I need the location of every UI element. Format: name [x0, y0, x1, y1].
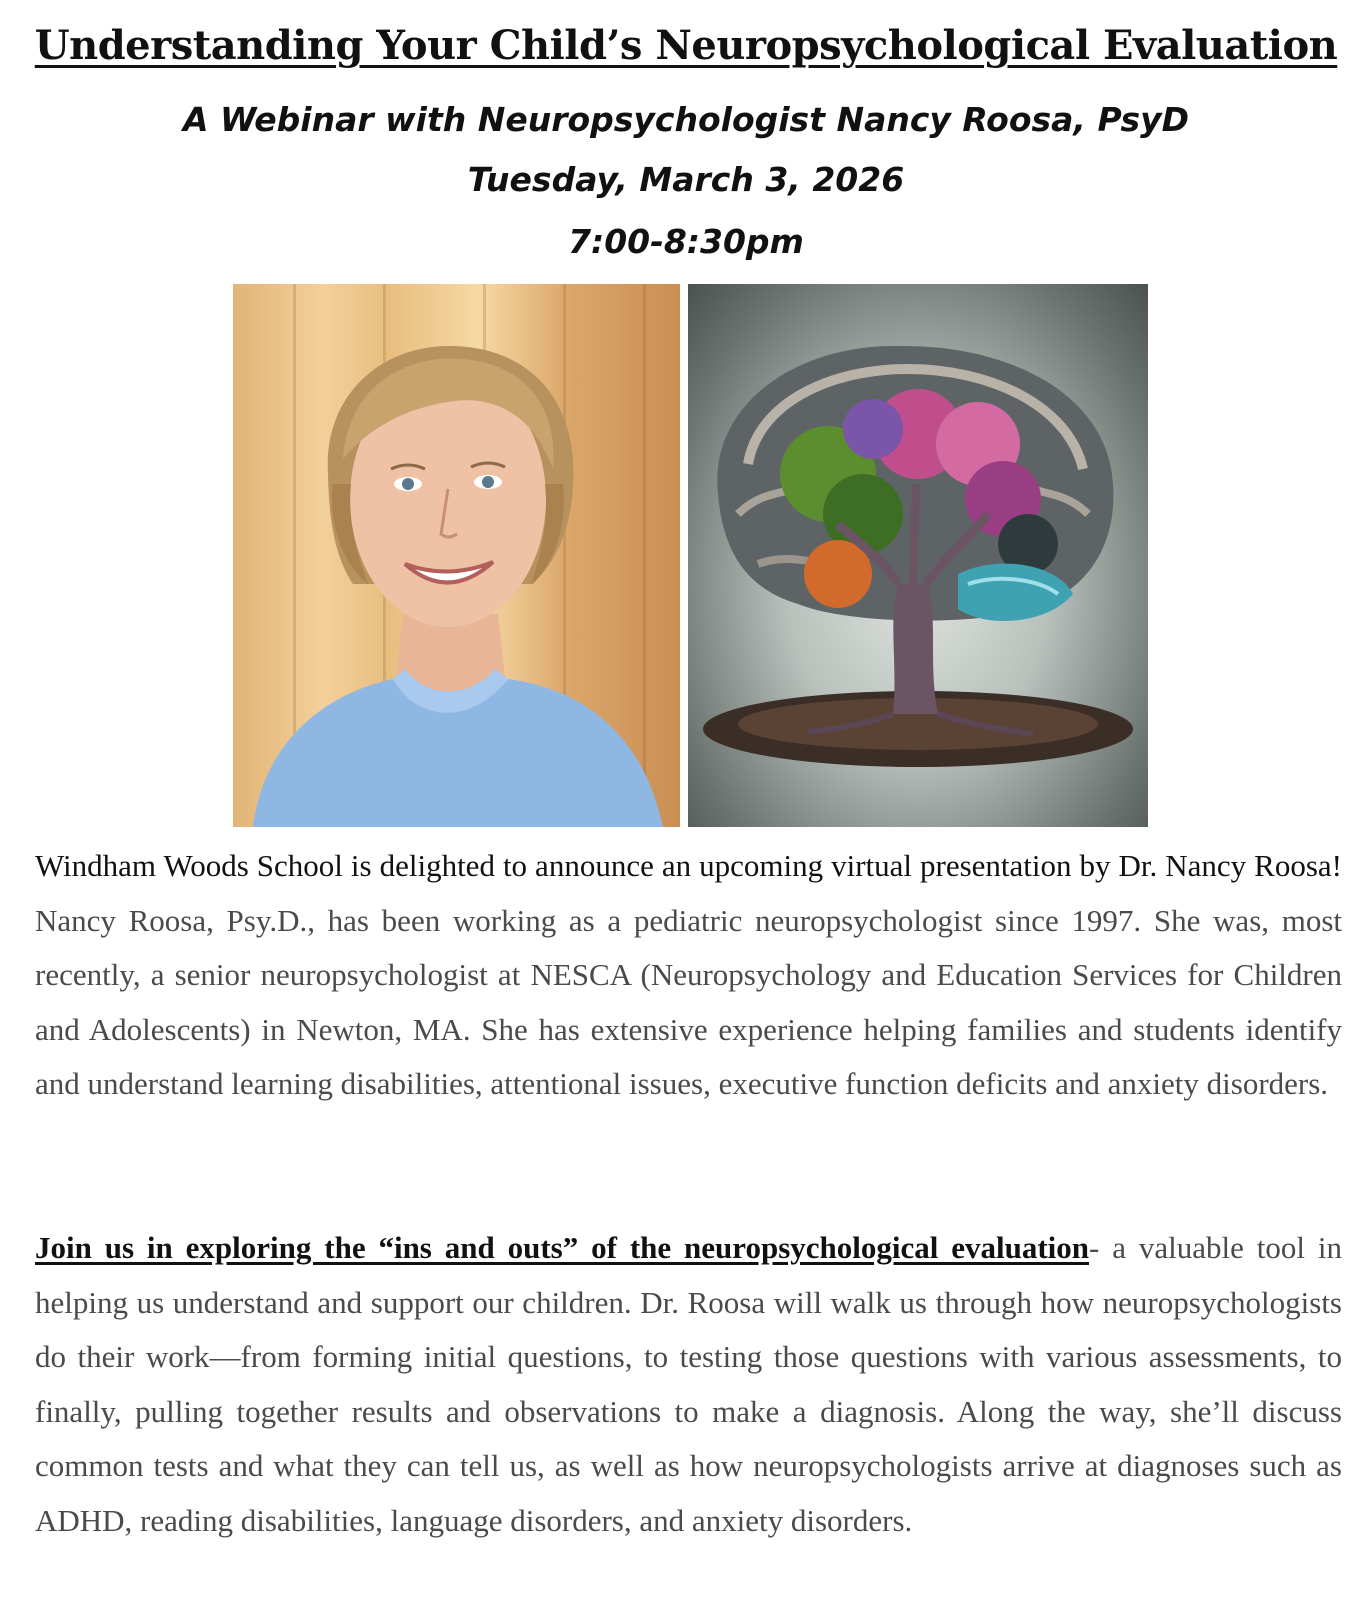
- event-time: 7:00-8:30pm: [568, 222, 804, 261]
- event-title: Understanding Your Child’s Neuropsychological Evaluation: [34, 22, 1338, 69]
- intro-paragraph: [35, 839, 1342, 1112]
- event-subtitle: A Webinar with Neuropsychologist Nancy Roosa, PsyD: [182, 100, 1190, 139]
- intro-lead: Windham Woods School is delighted to announce an upcoming virtual presentation by Dr. Nancy Roosa!: [35, 848, 1342, 883]
- details-body: - a valuable tool in helping us understand and support our children. Dr. Roosa will walk us through how neuropsychologists do their work—from forming initial questions, to testing those questions with various assessments, to finally, pulling together results and observations to make a diagnosis. Along the way, she’ll discuss common tests and what they can tell us, as well as how neuropsychologists arrive at diagnoses such as ADHD, reading disabilities, language disorders, and anxiety disorders.: [35, 1230, 1342, 1538]
- intro-body: Nancy Roosa, Psy.D., has been working as a pediatric neuropsychologist since 1997. She was, most recently, a senior neuropsychologist at NESCA (Neuropsychology and Education Services for Children and Adolescents) in Newton, MA. She has extensive experience helping families and students identify and understand learning disabilities, attentional issues, executive function deficits and anxiety disorders.: [35, 902, 1342, 1101]
- details-lead: Join us in exploring the “ins and outs” of the neuropsychological evaluation: [35, 1230, 1090, 1265]
- event-date: Tuesday, March 3, 2026: [467, 160, 905, 199]
- details-paragraph: [35, 1221, 1342, 1548]
- brain-tree-illustration: [688, 284, 1148, 827]
- presenter-photo: [233, 284, 680, 827]
